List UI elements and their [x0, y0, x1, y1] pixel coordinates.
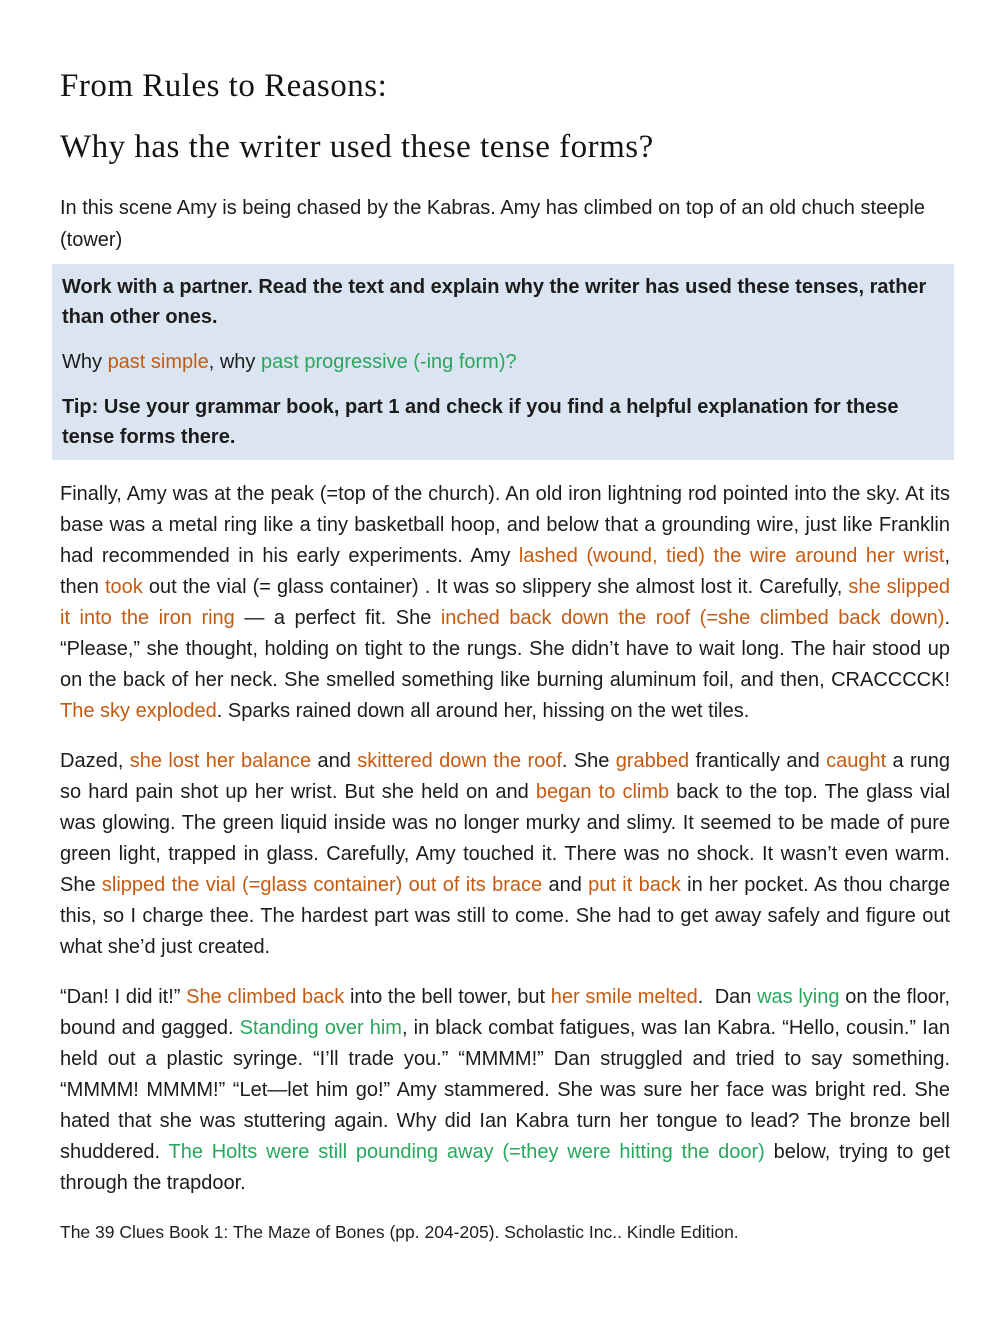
text-segment-black: below, trying to get through the trapdoor.	[60, 1141, 951, 1194]
story-paragraph-2	[60, 746, 950, 963]
text-segment-green: Standing over him	[239, 1017, 402, 1039]
text-segment-orange: grabbed	[615, 750, 690, 772]
text-segment-black: . She	[561, 750, 616, 772]
text-segment-black: and	[311, 750, 358, 772]
text-segment-orange: slipped the vial (=glass container) out of its brace	[101, 874, 543, 896]
text-segment-orange: put it back	[588, 874, 681, 896]
text-segment-black: on the floor, bound and gagged.	[60, 986, 951, 1039]
task-question	[62, 347, 942, 377]
text-segment-orange: lashed (wound, tied) the wire around her wrist	[518, 545, 945, 567]
text-segment-orange: She climbed back	[186, 986, 345, 1008]
text-segment-green: past progressive (-ing form)?	[260, 351, 517, 373]
text-segment-black: Finally, Amy was at the peak (=top of the church). An old iron lightning rod pointed into the sky. At its base was a metal ring like a tiny basketball hoop, and below that a grounding wire, just like Franklin had recommended in his early experiments. Amy	[60, 483, 950, 567]
text-segment-black: Why	[62, 351, 108, 373]
task-instruction: Work with a partner. Read the text and explain why the writer has used these tenses, rather than other ones.	[62, 276, 927, 328]
text-segment-black: back to the top. The glass vial was glowing. The green liquid inside was no longer murky and slimy. It seemed to be made of pure green light, trapped in glass. Carefully, Amy touched it. There was no shock. It wasn’t even warm. She	[60, 781, 951, 896]
text-segment-orange: The sky exploded	[60, 700, 217, 722]
story-paragraph-1	[60, 479, 950, 727]
text-segment-orange: skittered down the roof	[357, 750, 562, 772]
text-segment-black: into the bell tower, but	[344, 986, 551, 1008]
text-segment-black: . Dan	[697, 986, 758, 1008]
intro-paragraph: In this scene Amy is being chased by the Kabras. Amy has climbed on top of an old chuch steeple (tower)	[60, 197, 925, 251]
text-segment-black: . Sparks rained down all around her, hissing on the wet tiles.	[216, 700, 750, 722]
task-tip: Tip: Use your grammar book, part 1 and check if you find a helpful explanation for these tense forms there.	[62, 396, 899, 448]
text-segment-orange: past simple	[107, 351, 209, 373]
text-segment-green: The Holts were still pounding away (=they were hitting the door)	[168, 1141, 765, 1163]
text-segment-green: was lying	[757, 986, 840, 1008]
text-segment-black: , why	[208, 351, 261, 373]
text-segment-black: a rung so hard pain shot up her wrist. But she held on and	[60, 750, 950, 803]
text-segment-black: — a perfect fit. She	[234, 607, 441, 629]
text-segment-orange: caught	[826, 750, 887, 772]
text-segment-black: in her pocket. As thou charge this, so I charge thee. The hardest part was still to come. She had to get away safely and figure out what she’d just created.	[60, 874, 951, 958]
story-paragraph-3	[60, 982, 950, 1199]
text-segment-black: and	[542, 874, 589, 896]
text-segment-orange: she slipped it into the iron ring	[60, 576, 951, 629]
text-segment-orange: inched back down the roof (=she climbed back down)	[440, 607, 945, 629]
text-segment-black: Dazed,	[60, 750, 130, 772]
text-segment-black: . “Please,” she thought, holding on tight to the rungs. She didn’t have to wait long. The hair stood up on the back of her neck. She smelled something like burning aluminum foil, and then, CRACCCCK!	[60, 607, 951, 691]
text-segment-orange: began to climb	[535, 781, 670, 803]
text-segment-orange: her smile melted	[550, 986, 698, 1008]
text-segment-black: The bronze bell shuddered.	[60, 1110, 950, 1163]
text-segment-black: , then	[60, 545, 950, 598]
text-segment-black: “Dan! I did it!”	[60, 986, 187, 1008]
text-segment-black: out the vial (= glass container) . It was so slippery she almost lost it. Carefully,	[142, 576, 849, 598]
text-segment-orange: she lost her balance	[129, 750, 312, 772]
citation: The 39 Clues Book 1: The Maze of Bones (pp. 204-205). Scholastic Inc.. Kindle Edition.	[60, 1222, 739, 1242]
page-title-line-1: From Rules to Reasons:	[60, 68, 388, 104]
text-segment-black: frantically and	[689, 750, 827, 772]
page-title-line-2: Why has the writer used these tense forms?	[60, 129, 654, 165]
task-box	[52, 264, 954, 460]
text-segment-black: , in black combat fatigues, was Ian Kabra. “Hello, cousin.” Ian held out a plastic syringe. “I’ll trade you.” “MMMM!” Dan struggled and tried to say something. “MMMM! MMMM!” “Let—let him go!” Amy stammered. She was sure her face was bright red. She hated that she was stuttering again. Why did Ian Kabra turn her tongue to lead?	[60, 1017, 951, 1132]
text-segment-orange: took	[104, 576, 143, 598]
